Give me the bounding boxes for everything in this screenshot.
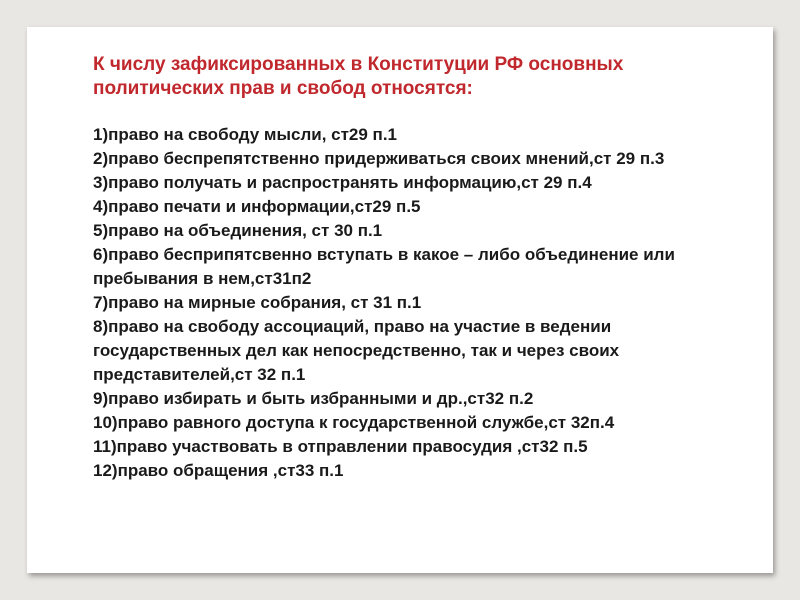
list-item: 8)право на свободу ассоциаций, право на участие в ведении государственных дел как непосредственно, так и через своих представителей,ст 32 п.1	[93, 317, 620, 384]
slide-content	[93, 53, 753, 483]
list-item: 7)право на мирные собрания, ст 31 п.1	[93, 293, 422, 312]
list-item: 9)право избирать и быть избранными и др.,ст32 п.2	[93, 389, 534, 408]
list-item: 2)право беспрепятственно придерживаться своих мнений,ст 29 п.3	[93, 149, 665, 168]
list-item: 10)право равного доступа к государственной службе,ст 32п.4	[93, 413, 615, 432]
list-item: 1)право на свободу мысли, ст29 п.1	[93, 125, 398, 144]
list-item: 4)право печати и информации,ст29 п.5	[93, 197, 421, 216]
slide-title: К числу зафиксированных в Конституции РФ основных политических прав и свобод относятся:	[93, 54, 624, 99]
list-item: 12)право обращения ,ст33 п.1	[93, 461, 344, 480]
list-item: 3)право получать и распространять информацию,ст 29 п.4	[93, 173, 592, 192]
list-item: 11)право участвовать в отправлении правосудия ,ст32 п.5	[93, 437, 588, 456]
list-item: 5)право на объединения, ст 30 п.1	[93, 221, 383, 240]
slide-card	[27, 27, 773, 573]
rights-list	[93, 123, 753, 483]
list-item: 6)право бесприпятсвенно вступать в какое – либо объединение или пребывания в нем,ст31п2	[93, 245, 675, 288]
